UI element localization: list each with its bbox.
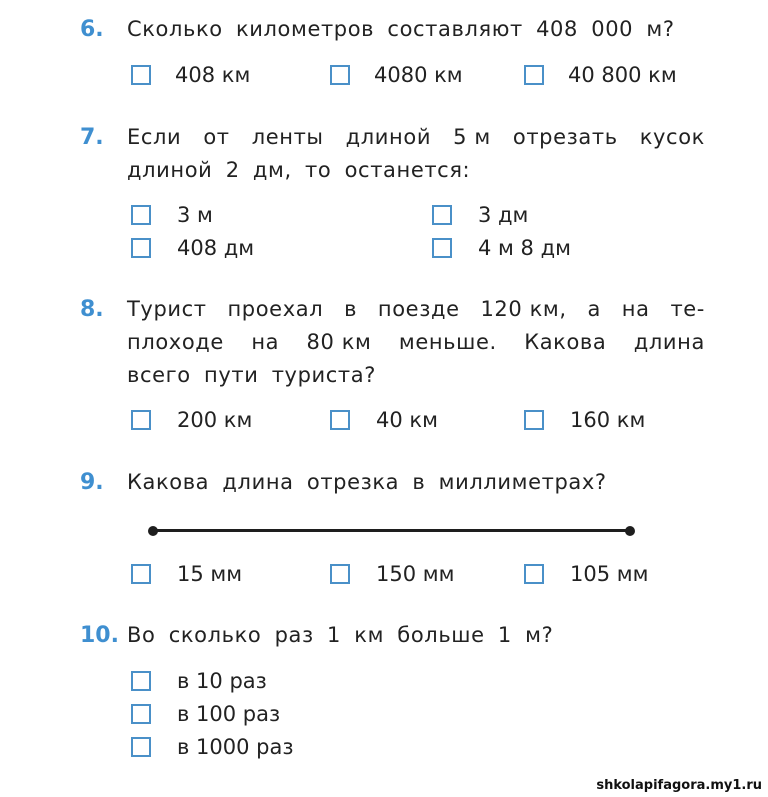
word: проехал: [227, 297, 324, 321]
word: отрезать: [512, 125, 618, 149]
option-label: 40 км: [376, 408, 438, 432]
checkbox[interactable]: [524, 564, 544, 584]
answer-option[interactable]: [330, 63, 463, 87]
word: кусок: [639, 125, 705, 149]
option-label: 105 мм: [570, 562, 649, 586]
segment-endpoint-left: [148, 526, 158, 536]
question-number: 7.: [80, 125, 104, 150]
checkbox[interactable]: [524, 410, 544, 430]
site-watermark: shkolapifagora.my1.ru: [596, 778, 762, 793]
checkbox[interactable]: [432, 205, 452, 225]
question-text-line-1: [127, 125, 705, 149]
question-text: Во сколько раз 1 км больше 1 м?: [127, 623, 554, 647]
word: те-: [670, 297, 705, 321]
checkbox[interactable]: [131, 671, 151, 691]
word: 5 м: [453, 125, 491, 149]
word: Какова: [524, 330, 607, 354]
checkbox[interactable]: [131, 704, 151, 724]
answer-option[interactable]: [432, 203, 528, 227]
word: длиной: [345, 125, 432, 149]
word: меньше.: [398, 330, 497, 354]
answer-option[interactable]: [131, 408, 252, 432]
answer-option[interactable]: [131, 702, 280, 726]
word: 120 км,: [480, 297, 567, 321]
option-label: 408 дм: [177, 236, 255, 260]
word: а: [587, 297, 601, 321]
question-text: Какова длина отрезка в миллиметрах?: [127, 470, 607, 494]
word: на: [251, 330, 280, 354]
option-label: 150 мм: [376, 562, 455, 586]
answer-option[interactable]: [524, 63, 677, 87]
answer-option[interactable]: [524, 562, 648, 586]
segment-endpoint-right: [625, 526, 635, 536]
question-text: Сколько километров составляют 408 000 м?: [127, 17, 675, 41]
option-label: 40 800 км: [568, 63, 677, 87]
question-number: 9.: [80, 470, 104, 495]
checkbox[interactable]: [131, 737, 151, 757]
checkbox[interactable]: [330, 410, 350, 430]
word: поезде: [377, 297, 460, 321]
option-label: в 1000 раз: [177, 735, 294, 759]
answer-option[interactable]: [131, 203, 213, 227]
question-text-line-2: длиной 2 дм, то останется:: [127, 158, 471, 182]
word: ленты: [251, 125, 324, 149]
word: плоходе: [127, 330, 224, 354]
word: 80 км: [306, 330, 372, 354]
word: на: [621, 297, 650, 321]
checkbox[interactable]: [131, 564, 151, 584]
question-number: 6.: [80, 17, 104, 42]
answer-option[interactable]: [330, 562, 454, 586]
word: длина: [633, 330, 705, 354]
question-text-line-2: [127, 330, 705, 354]
option-label: 408 км: [175, 63, 251, 87]
answer-option[interactable]: [524, 408, 645, 432]
checkbox[interactable]: [432, 238, 452, 258]
checkbox[interactable]: [131, 65, 151, 85]
answer-option[interactable]: [432, 236, 571, 260]
option-label: 4 м 8 дм: [478, 236, 571, 260]
option-label: 200 км: [177, 408, 253, 432]
answer-option[interactable]: [131, 669, 267, 693]
checkbox[interactable]: [330, 564, 350, 584]
answer-option[interactable]: [330, 408, 438, 432]
word: Турист: [127, 297, 207, 321]
option-label: в 100 раз: [177, 702, 281, 726]
word: от: [203, 125, 230, 149]
option-label: 3 дм: [478, 203, 529, 227]
line-segment: [152, 529, 630, 532]
option-label: в 10 раз: [177, 669, 267, 693]
option-label: 15 мм: [177, 562, 243, 586]
answer-option[interactable]: [131, 236, 254, 260]
option-label: 160 км: [570, 408, 646, 432]
question-text-line-1: [127, 297, 705, 321]
question-number: 10.: [80, 623, 119, 648]
option-label: 3 м: [177, 203, 213, 227]
checkbox[interactable]: [131, 410, 151, 430]
word: в: [344, 297, 358, 321]
answer-option[interactable]: [131, 735, 294, 759]
question-number: 8.: [80, 297, 104, 322]
checkbox[interactable]: [524, 65, 544, 85]
checkbox[interactable]: [330, 65, 350, 85]
answer-option[interactable]: [131, 63, 250, 87]
option-label: 4080 км: [374, 63, 463, 87]
word: Если: [127, 125, 182, 149]
question-text-line-3: всего пути туриста?: [127, 363, 376, 387]
checkbox[interactable]: [131, 238, 151, 258]
checkbox[interactable]: [131, 205, 151, 225]
answer-option[interactable]: [131, 562, 242, 586]
